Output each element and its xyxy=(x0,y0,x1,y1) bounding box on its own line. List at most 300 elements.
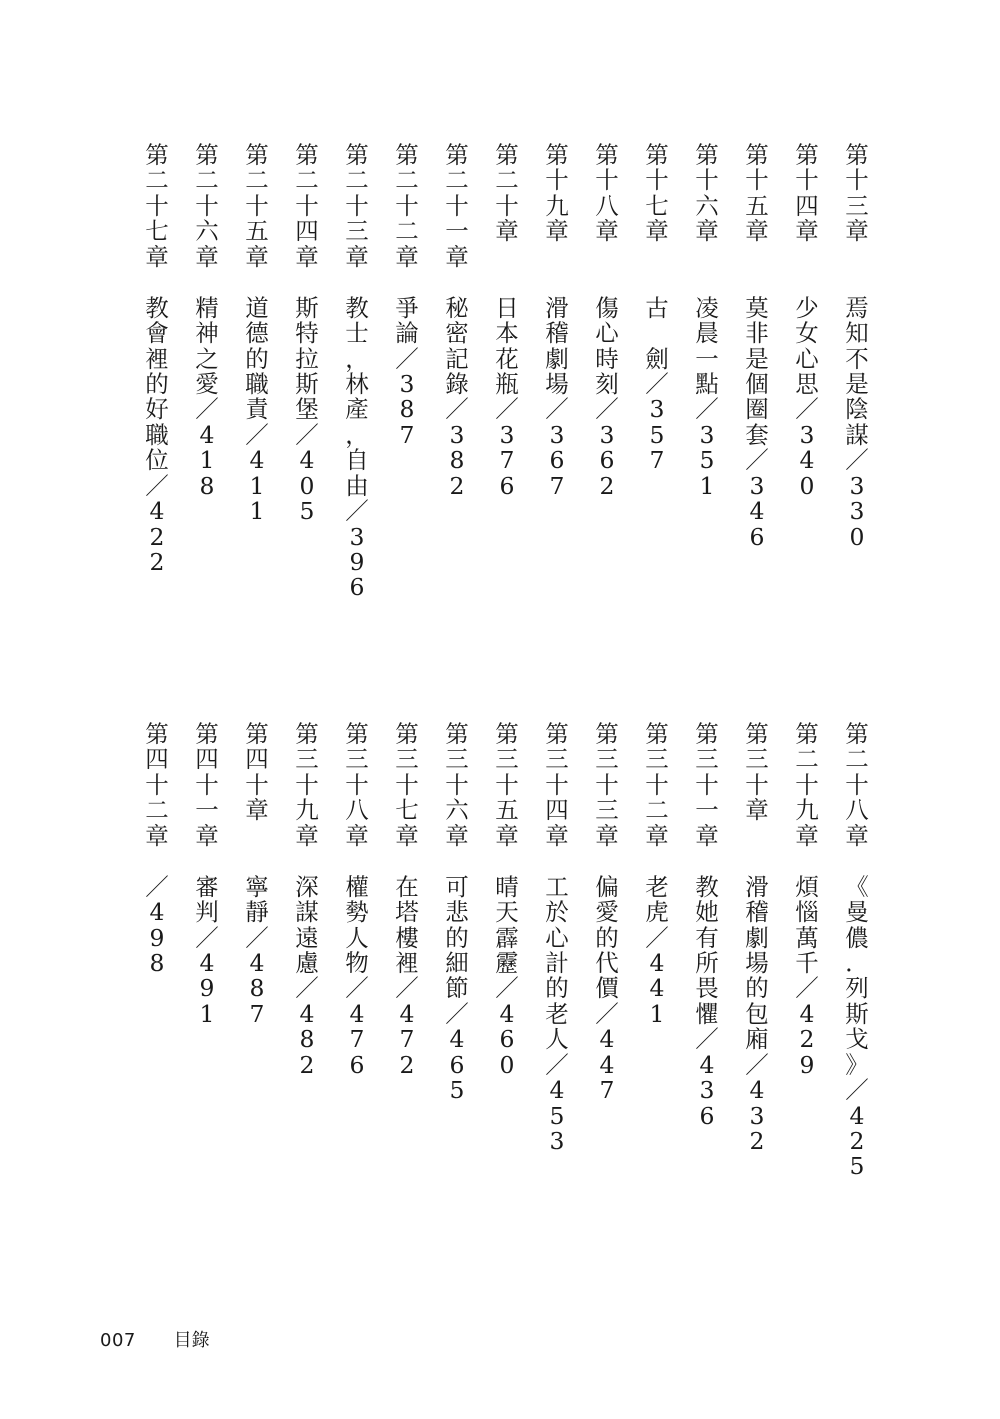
title-glyph: 列 xyxy=(845,974,869,1003)
page-ref xyxy=(442,420,472,500)
chapter-label xyxy=(592,143,622,245)
page-digit: 1 xyxy=(699,471,715,500)
title-glyph: 的 xyxy=(245,344,269,373)
chapter-glyph: 第 xyxy=(495,720,519,748)
title-glyph: 斯 xyxy=(295,369,319,398)
page-digit: 0 xyxy=(849,522,865,551)
page-digit: 4 xyxy=(249,446,265,475)
page-digit: 5 xyxy=(299,497,315,526)
separator-glyph: ／ xyxy=(145,471,169,500)
page-digit: 2 xyxy=(449,471,465,500)
section-title: 目錄 xyxy=(173,1330,210,1351)
page-ref xyxy=(642,397,672,473)
toc-entry xyxy=(692,722,722,1129)
chapter-title xyxy=(792,293,822,398)
title-glyph: 深 xyxy=(295,872,319,901)
toc-entry xyxy=(542,143,572,499)
title-glyph: 寧 xyxy=(245,872,269,901)
page-ref xyxy=(742,471,772,551)
page-digit: 3 xyxy=(549,420,565,449)
page-ref xyxy=(392,369,422,449)
page-digit: 7 xyxy=(249,999,265,1028)
page-digit: 4 xyxy=(599,1025,615,1054)
chapter-glyph: 一 xyxy=(195,796,219,825)
title-glyph: 》 xyxy=(845,1050,869,1079)
title-glyph: 裡 xyxy=(395,948,419,977)
chapter-title xyxy=(242,293,272,424)
chapter-glyph: 九 xyxy=(795,796,819,825)
title-glyph: 是 xyxy=(745,344,769,373)
page-ref xyxy=(642,948,672,1028)
separator-glyph: ／ xyxy=(745,446,769,475)
chapter-glyph: 十 xyxy=(645,166,669,195)
chapter-glyph: 十 xyxy=(545,166,569,195)
chapter-label xyxy=(142,722,172,849)
chapter-title xyxy=(842,293,872,449)
page-digit: 8 xyxy=(299,1025,315,1054)
title-glyph: 非 xyxy=(745,319,769,348)
title-glyph: ， xyxy=(345,420,369,449)
page-digit: 7 xyxy=(599,1076,615,1105)
chapter-glyph: 十 xyxy=(795,770,819,799)
title-glyph: 包 xyxy=(745,999,769,1028)
title-glyph: 產 xyxy=(345,395,369,424)
chapter-glyph: 三 xyxy=(595,745,619,774)
page-digit: 0 xyxy=(299,471,315,500)
title-glyph: 廂 xyxy=(745,1025,769,1054)
separator-glyph: ／ xyxy=(645,369,669,398)
chapter-title xyxy=(792,872,822,977)
chapter-glyph: 二 xyxy=(245,166,269,195)
title-glyph: 戈 xyxy=(845,1025,869,1054)
chapter-glyph: 章 xyxy=(395,821,419,850)
separator-glyph: ／ xyxy=(395,344,419,373)
chapter-glyph: 章 xyxy=(795,821,819,850)
chapter-glyph: 章 xyxy=(795,217,819,246)
chapter-label xyxy=(192,143,222,270)
chapter-glyph: 二 xyxy=(645,796,669,825)
separator-glyph: ／ xyxy=(445,395,469,424)
title-glyph: 不 xyxy=(845,344,869,373)
toc-entry xyxy=(742,143,772,550)
title-glyph: 少 xyxy=(795,293,819,322)
chapter-glyph: 四 xyxy=(545,796,569,825)
title-glyph: 判 xyxy=(195,898,219,927)
title-glyph: 她 xyxy=(695,898,719,927)
title-glyph: 霹 xyxy=(495,923,519,952)
page-digit: 4 xyxy=(199,948,215,977)
title-glyph: 陰 xyxy=(845,395,869,424)
title-glyph: 職 xyxy=(145,420,169,449)
page-digit: 2 xyxy=(599,471,615,500)
page-digit: 9 xyxy=(149,923,165,952)
title-glyph: 傷 xyxy=(595,293,619,322)
page-digit: 3 xyxy=(749,1101,765,1130)
title-glyph: 凌 xyxy=(695,293,719,322)
toc-entry xyxy=(292,143,322,525)
page-digit: 8 xyxy=(149,948,165,977)
chapter-glyph: 章 xyxy=(845,217,869,246)
chapter-glyph: 章 xyxy=(395,242,419,271)
page-digit: 6 xyxy=(699,1101,715,1130)
chapter-label xyxy=(342,143,372,270)
toc-entry xyxy=(742,722,772,1154)
chapter-label xyxy=(242,143,272,270)
page-digit: 4 xyxy=(649,948,665,977)
separator-glyph: ／ xyxy=(745,1050,769,1079)
page-digit: 3 xyxy=(749,471,765,500)
title-glyph: 儂 xyxy=(845,923,869,952)
chapter-glyph: 八 xyxy=(345,796,369,825)
chapter-title xyxy=(442,872,472,1003)
page-digit: 3 xyxy=(849,497,865,526)
chapter-glyph: 一 xyxy=(695,796,719,825)
page-ref xyxy=(842,471,872,551)
chapter-glyph: 章 xyxy=(545,821,569,850)
chapter-label xyxy=(442,143,472,270)
chapter-glyph: 章 xyxy=(645,821,669,850)
chapter-glyph: 五 xyxy=(245,217,269,246)
page-digit: 1 xyxy=(199,999,215,1028)
title-glyph: 樓 xyxy=(395,923,419,952)
chapter-glyph: 二 xyxy=(145,796,169,825)
chapter-glyph: 第 xyxy=(795,720,819,748)
chapter-glyph: 章 xyxy=(495,821,519,850)
title-glyph: 教 xyxy=(145,293,169,322)
page-ref xyxy=(542,1078,572,1154)
page-ref xyxy=(792,420,822,500)
page-digit: 4 xyxy=(849,1101,865,1130)
title-glyph: 精 xyxy=(195,293,219,322)
chapter-title xyxy=(642,872,672,927)
page-number: 007 xyxy=(100,1330,136,1351)
toc-entry xyxy=(792,722,822,1078)
title-glyph: 滑 xyxy=(745,872,769,901)
chapter-title xyxy=(742,293,772,449)
page-digit: 3 xyxy=(649,395,665,424)
chapter-glyph: 四 xyxy=(295,217,319,246)
page-digit: 3 xyxy=(549,1127,565,1155)
title-glyph: 斯 xyxy=(295,293,319,322)
separator-glyph: ／ xyxy=(495,974,519,1003)
chapter-glyph: 章 xyxy=(345,821,369,850)
separator-glyph: ／ xyxy=(545,395,569,424)
chapter-glyph: 章 xyxy=(145,821,169,850)
page-ref xyxy=(492,999,522,1079)
toc-entry xyxy=(142,722,172,976)
page-digit: 0 xyxy=(499,1050,515,1079)
chapter-glyph: 十 xyxy=(295,770,319,799)
chapter-glyph: 第 xyxy=(695,141,719,169)
chapter-glyph: 第 xyxy=(645,720,669,748)
page-ref xyxy=(592,420,622,500)
chapter-title xyxy=(442,293,472,398)
title-glyph: 劍 xyxy=(645,344,669,373)
page-digit: 5 xyxy=(849,1152,865,1181)
page-digit: 4 xyxy=(749,497,765,526)
chapter-glyph: 十 xyxy=(645,770,669,799)
chapter-glyph: 五 xyxy=(495,796,519,825)
title-glyph: 女 xyxy=(795,319,819,348)
chapter-glyph: 十 xyxy=(295,191,319,220)
title-glyph: 責 xyxy=(245,395,269,424)
separator-glyph: ／ xyxy=(395,974,419,1003)
chapter-glyph: 三 xyxy=(745,745,769,774)
toc-entry xyxy=(392,143,422,448)
title-glyph xyxy=(642,321,672,346)
chapter-glyph: 四 xyxy=(195,745,219,774)
chapter-glyph: 二 xyxy=(195,166,219,195)
chapter-glyph: 十 xyxy=(845,166,869,195)
page-digit: 6 xyxy=(349,1050,365,1079)
page-ref xyxy=(242,448,272,524)
title-glyph: 權 xyxy=(345,872,369,901)
title-glyph: 悲 xyxy=(445,898,469,927)
title-glyph: 人 xyxy=(345,923,369,952)
page-digit: 4 xyxy=(549,1076,565,1105)
title-glyph: 斯 xyxy=(845,999,869,1028)
title-glyph: 德 xyxy=(245,319,269,348)
title-glyph: 花 xyxy=(495,344,519,373)
chapter-glyph: 十 xyxy=(545,770,569,799)
title-glyph: 靜 xyxy=(245,898,269,927)
chapter-glyph: 三 xyxy=(345,217,369,246)
toc-entry xyxy=(842,722,872,1180)
title-glyph: 塔 xyxy=(395,898,419,927)
chapter-glyph: 十 xyxy=(245,770,269,799)
title-glyph: 《 xyxy=(845,872,869,901)
chapter-label xyxy=(542,722,572,849)
chapter-title xyxy=(292,293,322,424)
page-digit: 6 xyxy=(549,446,565,475)
chapter-glyph: 章 xyxy=(345,242,369,271)
page-digit: 8 xyxy=(199,471,215,500)
page-digit: 1 xyxy=(249,471,265,500)
title-glyph: 劇 xyxy=(745,923,769,952)
chapter-glyph: 第 xyxy=(795,141,819,169)
page-digit: 7 xyxy=(399,1025,415,1054)
chapter-label xyxy=(492,143,522,245)
separator-glyph: ／ xyxy=(845,1076,869,1105)
chapter-glyph: 章 xyxy=(495,217,519,246)
title-glyph: 好 xyxy=(145,395,169,424)
chapter-glyph: 三 xyxy=(545,745,569,774)
title-glyph: 謀 xyxy=(845,420,869,449)
chapter-glyph: 三 xyxy=(695,745,719,774)
chapter-glyph: 第 xyxy=(195,141,219,169)
page-digit: 4 xyxy=(449,1025,465,1054)
title-glyph: 天 xyxy=(495,898,519,927)
title-glyph: 勢 xyxy=(345,898,369,927)
chapter-glyph: 十 xyxy=(395,770,419,799)
title-glyph: 所 xyxy=(695,948,719,977)
title-glyph: 由 xyxy=(345,471,369,500)
chapter-glyph: 第 xyxy=(395,141,419,169)
chapter-glyph: 第 xyxy=(195,720,219,748)
chapter-title xyxy=(592,872,622,1003)
chapter-glyph: 十 xyxy=(445,770,469,799)
page-ref xyxy=(292,448,322,524)
title-glyph: 套 xyxy=(745,420,769,449)
page-digit: 9 xyxy=(199,974,215,1003)
page-digit: 4 xyxy=(799,999,815,1028)
title-glyph: 場 xyxy=(545,369,569,398)
title-glyph: 工 xyxy=(545,872,569,901)
chapter-glyph: 四 xyxy=(245,745,269,774)
chapter-title xyxy=(142,293,172,475)
chapter-glyph: 四 xyxy=(145,745,169,774)
chapter-title xyxy=(492,872,522,977)
title-glyph: 刻 xyxy=(595,369,619,398)
chapter-glyph: 七 xyxy=(395,796,419,825)
chapter-glyph: 章 xyxy=(595,821,619,850)
chapter-title xyxy=(492,293,522,398)
page-ref xyxy=(842,1101,872,1181)
toc-entry xyxy=(642,143,672,474)
chapter-title xyxy=(692,872,722,1028)
chapter-glyph: 第 xyxy=(445,720,469,748)
chapter-glyph: 三 xyxy=(295,745,319,774)
chapter-label xyxy=(242,722,272,824)
separator-glyph: ／ xyxy=(245,420,269,449)
chapter-label xyxy=(792,143,822,245)
title-glyph: 千 xyxy=(795,948,819,977)
chapter-glyph: 十 xyxy=(695,770,719,799)
page-digit: 2 xyxy=(149,548,165,576)
page-digit: 4 xyxy=(299,446,315,475)
page-digit: 1 xyxy=(249,497,265,526)
chapter-glyph: 第 xyxy=(245,141,269,169)
page-digit: 9 xyxy=(349,548,365,576)
page-ref xyxy=(192,420,222,500)
separator-glyph: ／ xyxy=(795,974,819,1003)
chapter-glyph: 十 xyxy=(345,770,369,799)
title-glyph: 知 xyxy=(845,319,869,348)
chapter-glyph: 八 xyxy=(845,796,869,825)
toc-entry xyxy=(392,722,422,1078)
separator-glyph: ／ xyxy=(645,923,669,952)
page-ref xyxy=(692,1050,722,1130)
page-digit: 5 xyxy=(449,1076,465,1105)
chapter-glyph: 十 xyxy=(395,191,419,220)
chapter-glyph: 十 xyxy=(445,191,469,220)
title-glyph: 堡 xyxy=(295,395,319,424)
page-digit: 3 xyxy=(599,420,615,449)
chapter-glyph: 十 xyxy=(745,166,769,195)
chapter-label xyxy=(642,722,672,849)
chapter-glyph: 章 xyxy=(195,242,219,271)
chapter-title xyxy=(542,293,572,398)
title-glyph: 虎 xyxy=(645,898,669,927)
page-ref xyxy=(592,1027,622,1103)
page-ref xyxy=(142,900,172,976)
title-glyph: 心 xyxy=(795,344,819,373)
chapter-title xyxy=(342,872,372,977)
chapter-glyph: 章 xyxy=(695,217,719,246)
separator-glyph: ／ xyxy=(595,999,619,1028)
chapter-glyph: 第 xyxy=(345,720,369,748)
page-digit: 3 xyxy=(349,522,365,551)
toc-entry xyxy=(342,722,372,1078)
chapter-title xyxy=(392,872,422,977)
title-glyph: 士 xyxy=(345,319,369,348)
chapter-title xyxy=(842,872,872,1079)
chapter-glyph: 第 xyxy=(745,141,769,169)
chapter-glyph: 十 xyxy=(695,166,719,195)
chapter-glyph: 第 xyxy=(845,720,869,748)
title-glyph: 場 xyxy=(745,948,769,977)
toc-entry xyxy=(642,722,672,1027)
page-digit: 2 xyxy=(749,1127,765,1156)
toc-entry xyxy=(442,722,472,1104)
chapter-glyph: 章 xyxy=(145,242,169,271)
page-ref xyxy=(192,948,222,1028)
title-glyph: 晴 xyxy=(495,872,519,901)
title-glyph: 有 xyxy=(695,923,719,952)
page-digit: 6 xyxy=(349,573,365,602)
chapter-glyph: 章 xyxy=(745,217,769,246)
chapter-label xyxy=(442,722,472,849)
page-digit: 7 xyxy=(499,446,515,475)
title-glyph: 可 xyxy=(445,872,469,901)
toc-entry xyxy=(192,722,222,1027)
chapter-glyph: 二 xyxy=(395,217,419,246)
separator-glyph: ／ xyxy=(495,395,519,424)
page-digit: 2 xyxy=(149,522,165,551)
chapter-glyph: 二 xyxy=(845,745,869,774)
page-ref xyxy=(242,948,272,1028)
page-digit: 6 xyxy=(749,522,765,551)
chapter-glyph: 章 xyxy=(445,821,469,850)
page-digit: 7 xyxy=(349,1025,365,1054)
title-glyph: 思 xyxy=(795,369,819,398)
chapter-glyph: 第 xyxy=(295,720,319,748)
chapter-label xyxy=(392,722,422,849)
title-glyph: 秘 xyxy=(445,293,469,322)
chapter-glyph: 十 xyxy=(495,191,519,220)
page-ref xyxy=(292,999,322,1079)
chapter-glyph: 章 xyxy=(545,217,569,246)
title-glyph: 人 xyxy=(545,1025,569,1054)
separator-glyph: ／ xyxy=(295,420,319,449)
page-digit: 9 xyxy=(799,1050,815,1079)
page-digit: 7 xyxy=(649,446,665,475)
title-glyph: 價 xyxy=(595,974,619,1003)
separator-glyph: ／ xyxy=(445,999,469,1028)
chapter-title xyxy=(592,293,622,398)
chapter-glyph: 十 xyxy=(345,191,369,220)
chapter-label xyxy=(142,143,172,270)
page-digit: 5 xyxy=(649,420,665,449)
chapter-glyph: 第 xyxy=(845,141,869,169)
chapter-title xyxy=(342,293,372,500)
title-glyph: 偏 xyxy=(595,872,619,901)
chapter-label xyxy=(692,143,722,245)
page-digit: 6 xyxy=(599,446,615,475)
page-digit: 3 xyxy=(699,1076,715,1105)
chapter-title xyxy=(192,293,222,398)
page-digit: 3 xyxy=(499,420,515,449)
separator-glyph: ／ xyxy=(695,395,719,424)
title-glyph: 的 xyxy=(745,974,769,1003)
separator-glyph: ／ xyxy=(195,923,219,952)
chapter-glyph: 章 xyxy=(295,821,319,850)
title-glyph: ， xyxy=(345,344,369,373)
title-glyph: 教 xyxy=(695,872,719,901)
chapter-glyph: 章 xyxy=(695,821,719,850)
toc-entry xyxy=(542,722,572,1154)
chapter-title xyxy=(192,872,222,927)
